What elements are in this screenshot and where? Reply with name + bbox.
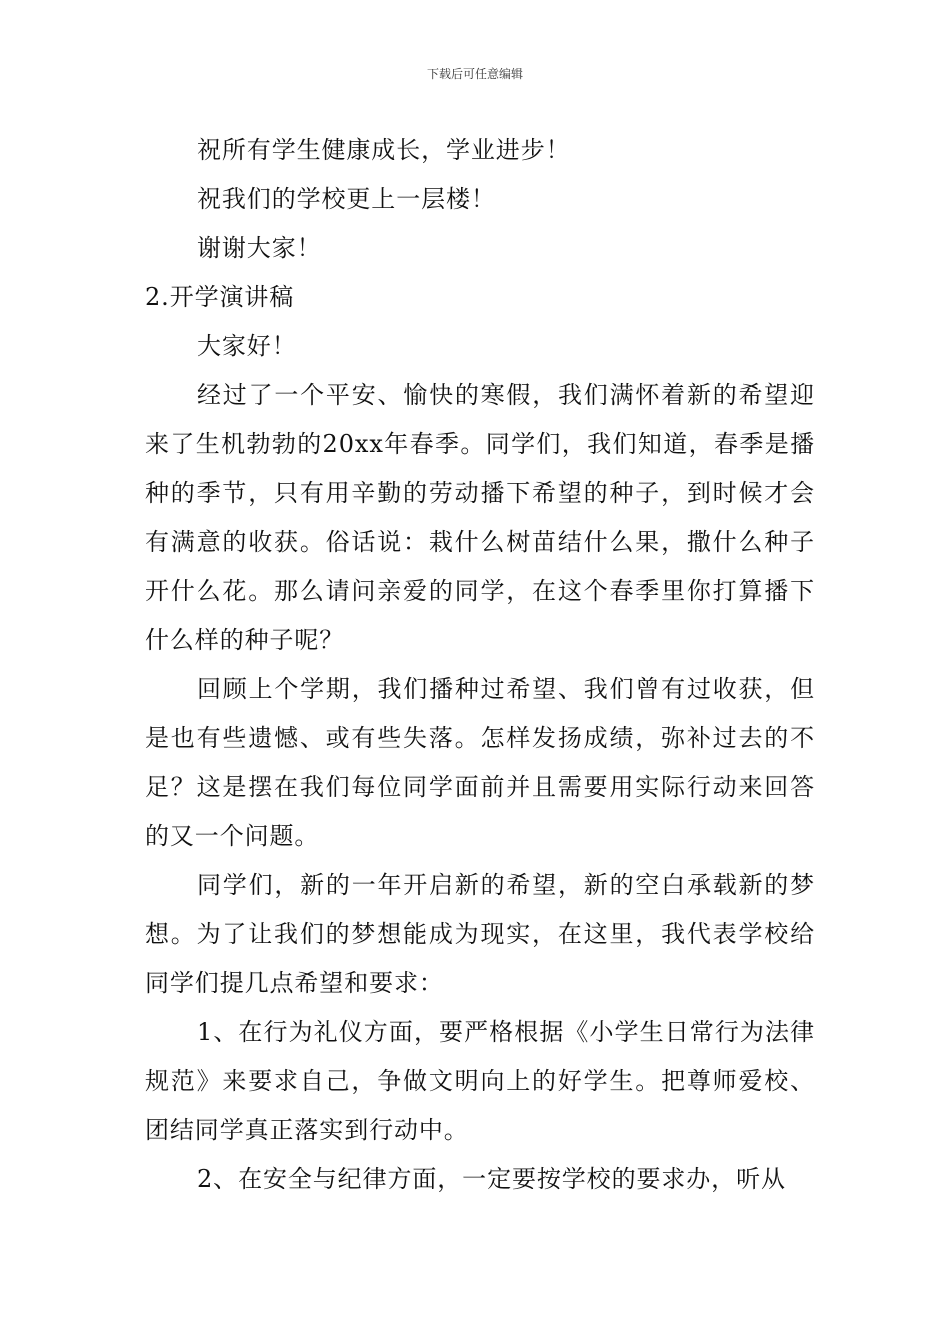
paragraph-new-year: 同学们，新的一年开启新的希望，新的空白承载新的梦想。为了让我们的梦想能成为现实，在这里，我代表学校给同学们提几点希望和要求：	[145, 871, 815, 997]
section-heading: 2.开学演讲稿	[145, 283, 295, 311]
page-header-note: 下载后可任意编辑	[426, 67, 523, 81]
paragraph-spring-intro: 经过了一个平安、愉快的寒假，我们满怀着新的希望迎来了生机勃勃的20xx年春季。同学们，我们知道，春季是播种的季节，只有用辛勤的劳动播下希望的种子，到时候才会有满意的收获。俗话说：栽什么树苗结什么果，撒什么种子开什么花。那么请问亲爱的同学，在这个春季里你打算播下什么样的种子呢？	[145, 381, 815, 654]
paragraph-item-1: 1、在行为礼仪方面，要严格根据《小学生日常行为法律规范》来要求自己，争做文明向上的好学生。把尊师爱校、团结同学真正落实到行动中。	[145, 1018, 815, 1144]
document-body	[145, 126, 815, 1204]
closing-thanks: 谢谢大家！	[197, 234, 322, 262]
closing-wish-school: 祝我们的学校更上一层楼！	[197, 185, 496, 213]
paragraph-item-2: 2、在安全与纪律方面，一定要按学校的要求办，听从	[197, 1165, 786, 1193]
paragraph-review: 回顾上个学期，我们播种过希望、我们曾有过收获，但是也有些遗憾、或有些失落。怎样发扬成绩，弥补过去的不足？这是摆在我们每位同学面前并且需要用实际行动来回答的又一个问题。	[145, 675, 815, 850]
closing-wish-students: 祝所有学生健康成长，学业进步！	[197, 136, 571, 164]
greeting: 大家好！	[197, 332, 297, 360]
